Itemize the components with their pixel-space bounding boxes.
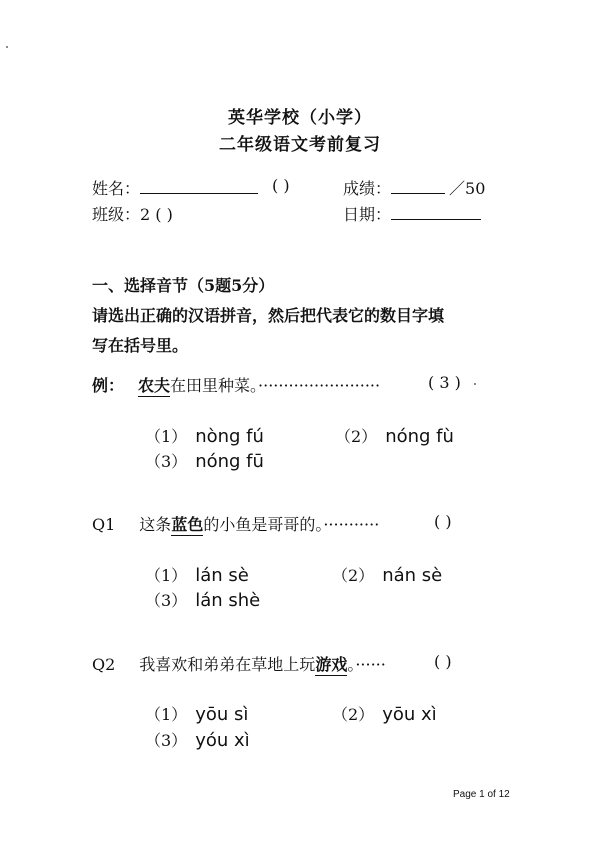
score-total: ／50	[449, 179, 486, 198]
question-1-answer-box[interactable]: ( )	[434, 512, 452, 531]
question-2-answer-box[interactable]: ( )	[434, 652, 452, 671]
option-number: （2）	[332, 566, 375, 585]
option-pinyin: nóng fū	[195, 451, 264, 472]
option-pinyin: nòng fú	[195, 426, 264, 447]
scan-speck	[474, 383, 476, 385]
option-pinyin: nóng fù	[385, 426, 454, 447]
question-text-post: 。······	[347, 655, 386, 674]
option-pinyin: yōu sì	[195, 704, 249, 725]
option-number: （3）	[145, 452, 188, 471]
question-text-pre: 这条	[139, 515, 172, 534]
example-sentence: 在田里种菜。························	[170, 376, 381, 395]
class-label: 班级：	[92, 205, 141, 224]
option-pinyin: lán shè	[195, 590, 261, 611]
name-number-paren[interactable]: ( )	[272, 176, 290, 195]
instruction-line-1: 请选出正确的汉语拼音，然后把代表它的数目字填	[92, 306, 445, 325]
option-pinyin: lán sè	[195, 565, 249, 586]
option-pinyin: yóu xì	[195, 730, 250, 751]
option-number: （3）	[145, 591, 188, 610]
date-label: 日期：	[343, 205, 392, 224]
question-2	[92, 652, 386, 675]
school-title: 英华学校（小学）	[228, 108, 372, 128]
name-row	[92, 176, 258, 199]
class-row	[92, 202, 173, 225]
option-number: （2）	[335, 427, 378, 446]
name-blank[interactable]	[140, 179, 258, 194]
example-word: 农夫	[138, 376, 171, 395]
question-1	[92, 512, 379, 535]
class-value[interactable]: 2 ( )	[140, 205, 173, 224]
example-question	[92, 373, 380, 396]
option-number: （1）	[145, 566, 188, 585]
option-pinyin: yōu xì	[382, 704, 437, 725]
question-target-word: 游戏	[315, 655, 348, 674]
example-option-3	[145, 449, 264, 472]
section-title: 一、选择音节（5题5分）	[92, 276, 275, 295]
option-pinyin: nán sè	[382, 565, 443, 586]
question-1-option-3[interactable]	[145, 588, 260, 611]
question-label: Q1	[92, 515, 116, 534]
name-label: 姓名：	[92, 179, 141, 198]
question-1-option-1[interactable]	[145, 563, 249, 586]
question-2-option-1[interactable]	[145, 702, 248, 725]
example-option-1	[145, 424, 264, 447]
option-number: （1）	[145, 427, 188, 446]
score-blank[interactable]	[391, 179, 445, 194]
score-row	[343, 176, 485, 199]
option-number: （3）	[145, 731, 188, 750]
question-1-option-2[interactable]	[332, 563, 442, 586]
example-answer: ( 3 )	[428, 373, 461, 392]
question-2-option-3[interactable]	[145, 728, 250, 751]
example-label: 例：	[92, 376, 125, 395]
page-number: Page 1 of 12	[453, 789, 510, 800]
question-text-pre: 我喜欢和弟弟在草地上玩	[139, 655, 316, 674]
question-label: Q2	[92, 655, 116, 674]
instruction-line-2: 写在括号里。	[92, 336, 189, 355]
question-2-option-2[interactable]	[332, 702, 437, 725]
date-blank[interactable]	[391, 205, 481, 220]
option-number: （1）	[145, 705, 188, 724]
question-text-post: 的小鱼是哥哥的。···········	[203, 515, 380, 534]
option-number: （2）	[332, 705, 375, 724]
score-label: 成绩：	[343, 179, 392, 198]
scan-speck	[6, 46, 8, 48]
exam-subtitle: 二年级语文考前复习	[219, 135, 381, 155]
example-option-2	[335, 424, 454, 447]
date-row	[343, 202, 481, 225]
question-target-word: 蓝色	[171, 515, 204, 534]
